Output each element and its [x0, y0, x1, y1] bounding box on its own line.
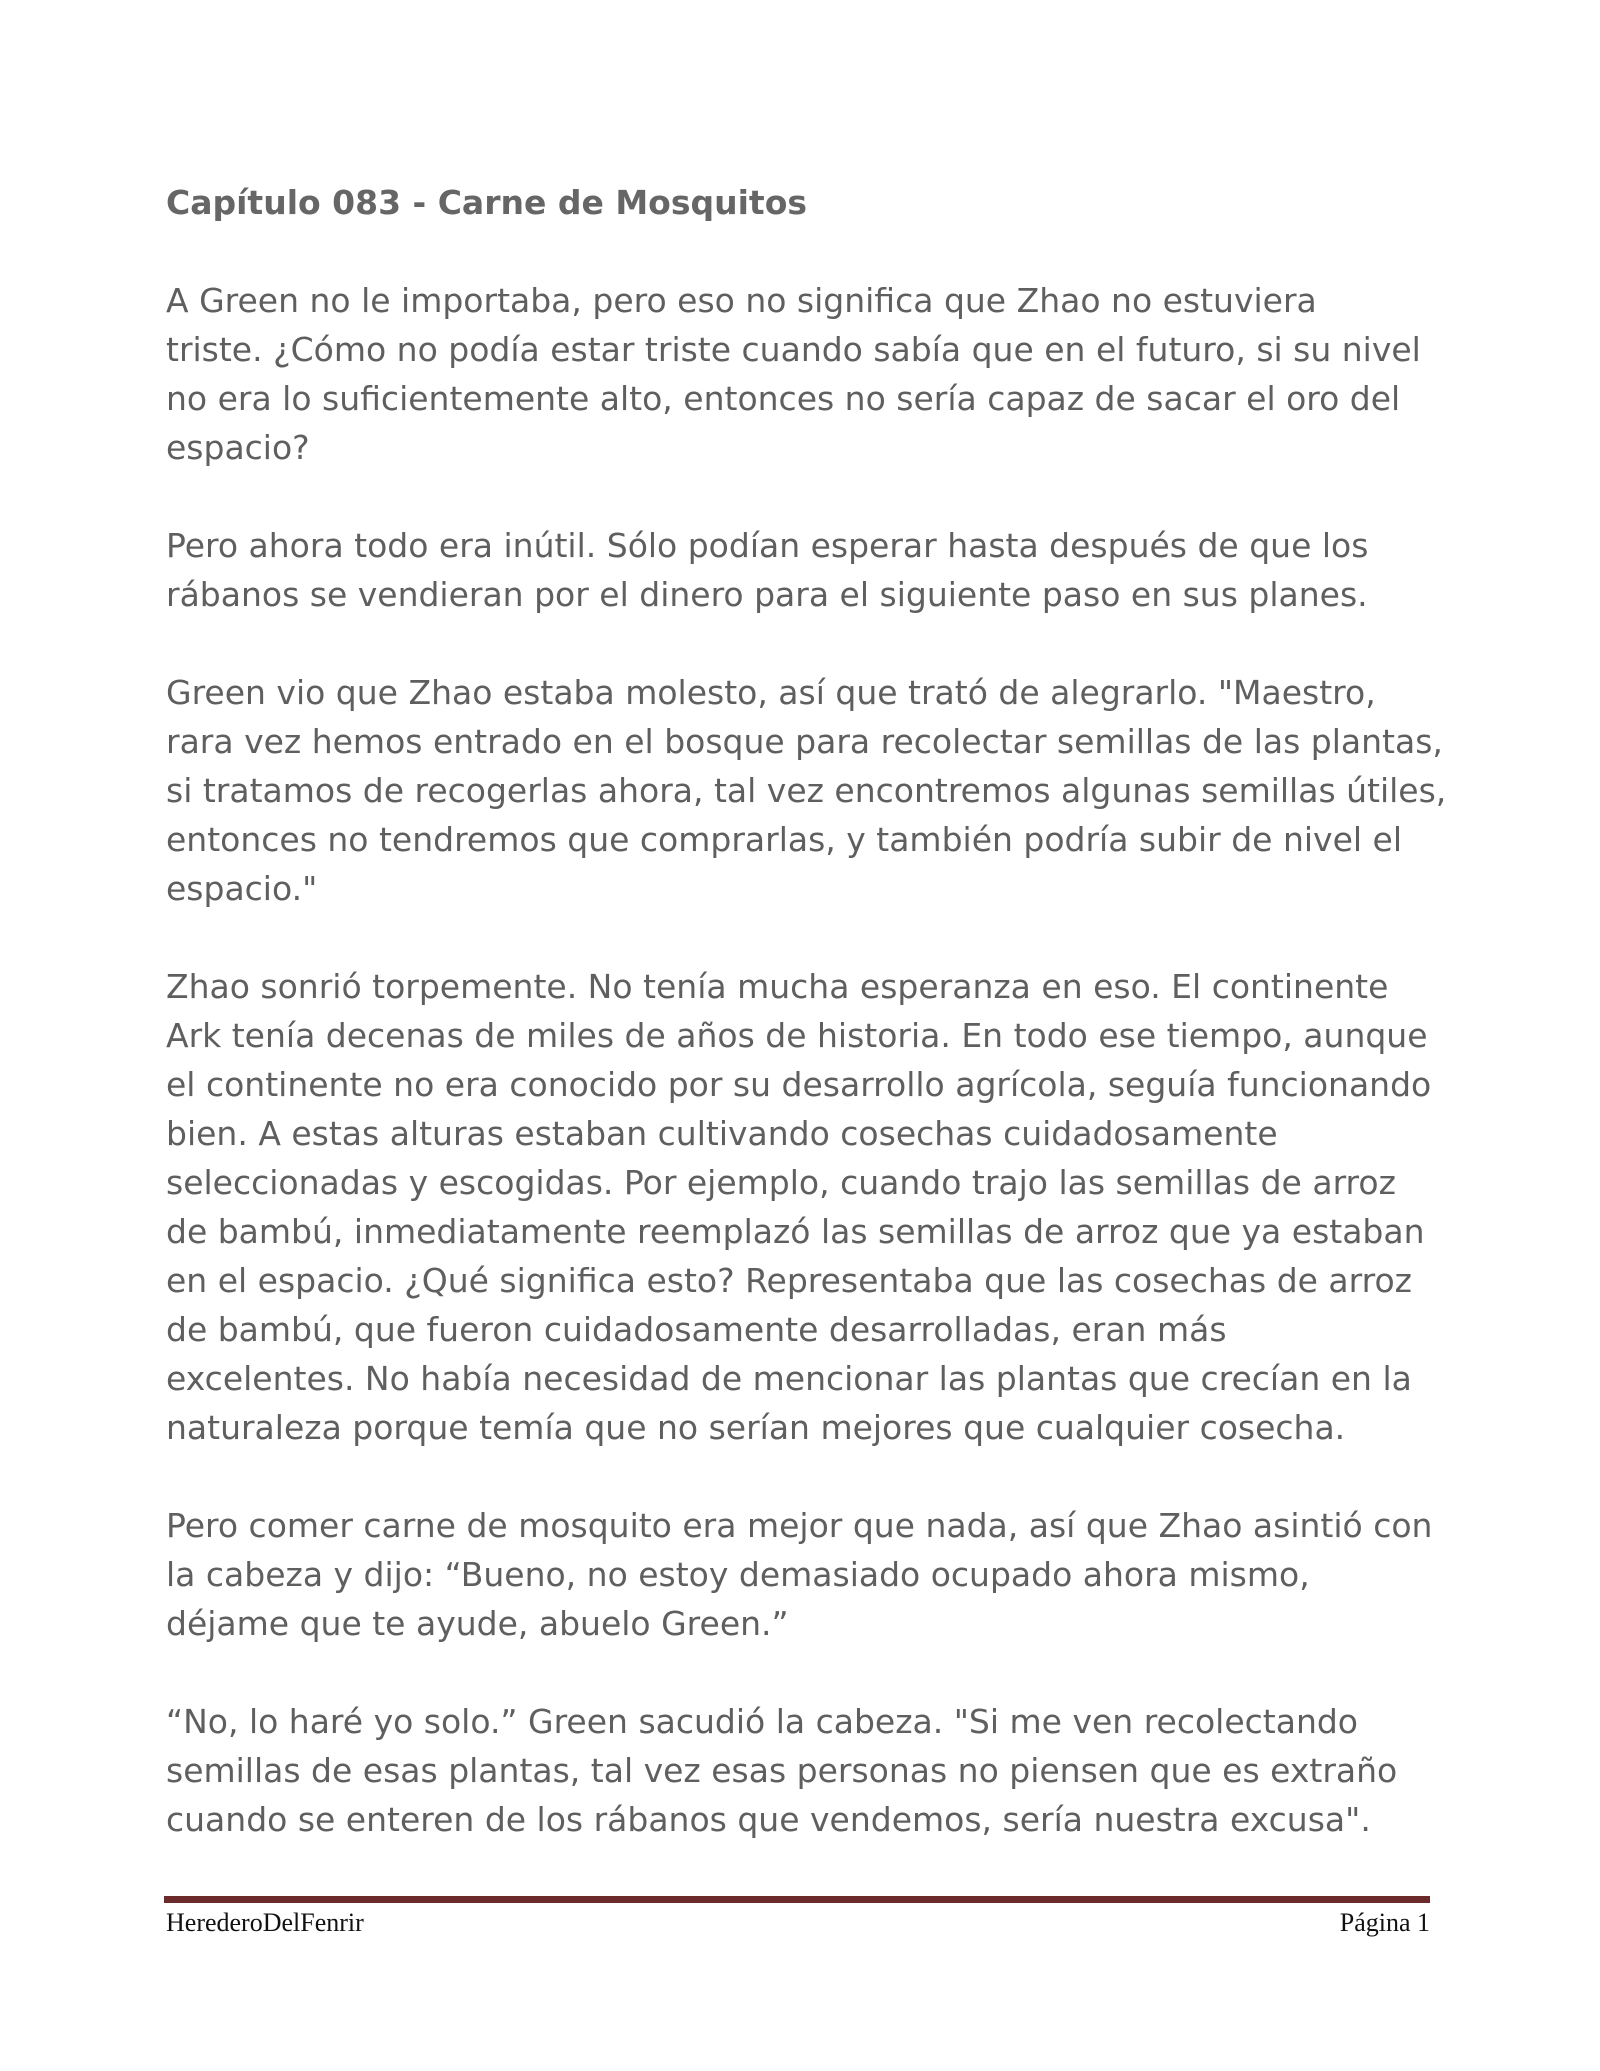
footer-divider — [164, 1896, 1430, 1903]
paragraph: Zhao sonrió torpemente. No tenía mucha esperanza en eso. El continente Ark tenía decenas de miles de años de historia. En todo ese tiempo, aunque el continente no era conocido por su desarrollo agrícola, seguía funcionando bien. A estas alturas estaban cultivando cosechas cuidadosamente seleccionadas y escogidas. Por ejemplo, cuando trajo las semillas de arroz de bambú, inmediatamente reemplazó las semillas de arroz que ya estaban en el espacio. ¿Qué significa esto? Representaba que las cosechas de arroz de bambú, que fueron cuidadosamente desarrolladas, eran más excelentes. No había necesidad de mencionar las plantas que crecían en la naturaleza porque temía que no serían mejores que cualquier cosecha. — [166, 967, 1432, 1447]
chapter-title: Capítulo 083 - Carne de Mosquitos — [166, 183, 808, 222]
footer-author: HerederoDelFenrir — [166, 1908, 364, 1937]
paragraph: Pero ahora todo era inútil. Sólo podían esperar hasta después de que los rábanos se vendieran por el dinero para el siguiente paso en sus planes. — [166, 526, 1369, 614]
document-body — [166, 178, 1456, 1893]
paragraph: Green vio que Zhao estaba molesto, así que trató de alegrarlo. "Maestro, rara vez hemos entrado en el bosque para recolectar semillas de las plantas, si tratamos de recogerlas ahora, tal vez encontremos algunas semillas útiles, entonces no tendremos que comprarlas, y también podría subir de nivel el espacio." — [166, 673, 1447, 908]
page-number: Página 1 — [1339, 1908, 1430, 1937]
page-footer — [166, 1908, 1430, 1948]
paragraph: Pero comer carne de mosquito era mejor que nada, así que Zhao asintió con la cabeza y dijo: “Bueno, no estoy demasiado ocupado ahora mismo, déjame que te ayude, abuelo Green.” — [166, 1506, 1433, 1643]
paragraph: A Green no le importaba, pero eso no significa que Zhao no estuviera triste. ¿Cómo no podía estar triste cuando sabía que en el futuro, si su nivel no era lo suficientemente alto, entonces no sería capaz de sacar el oro del espacio? — [166, 281, 1421, 467]
paragraph: “No, lo haré yo solo.” Green sacudió la cabeza. "Si me ven recolectando semillas de esas plantas, tal vez esas personas no piensen que es extraño cuando se enteren de los rábanos que vendemos, sería nuestra excusa". — [166, 1702, 1398, 1839]
